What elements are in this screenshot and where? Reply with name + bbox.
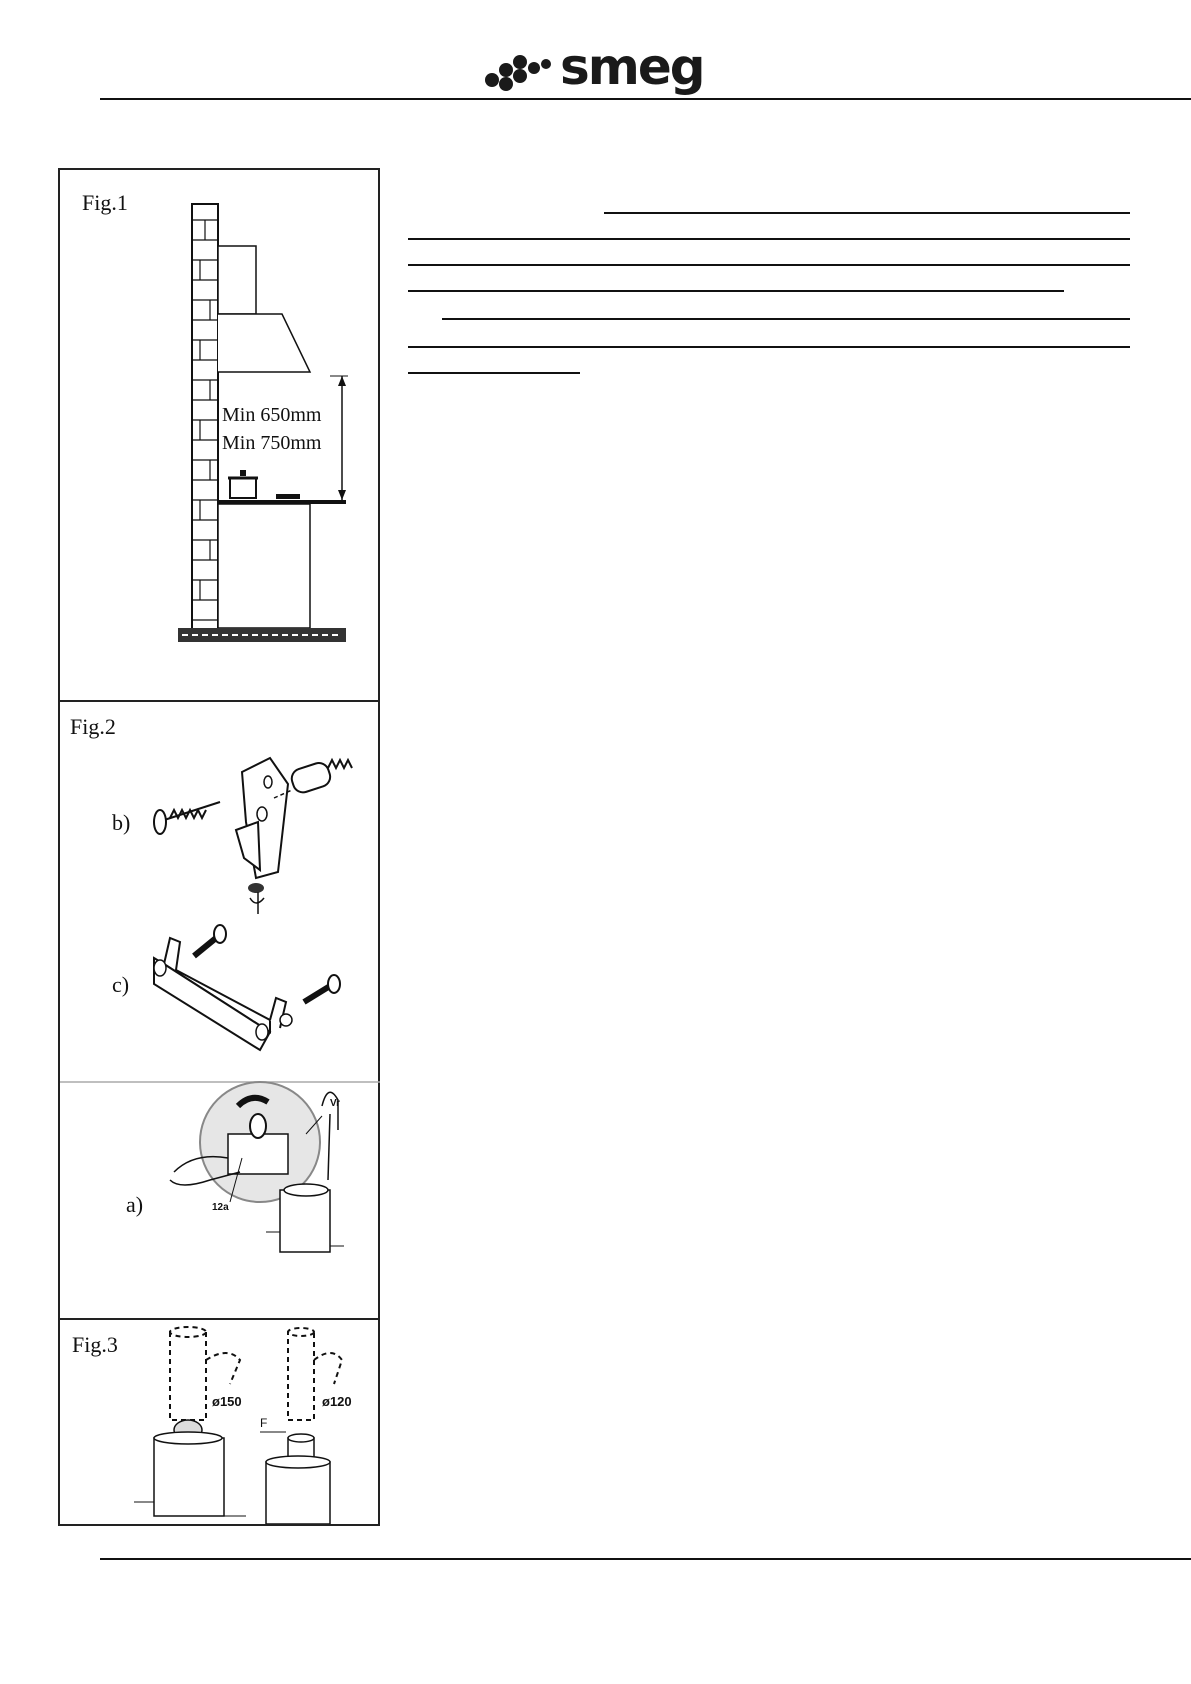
footer-rule bbox=[100, 1558, 1191, 1560]
step-b-label: b) bbox=[112, 810, 131, 835]
step-a-label: a) bbox=[126, 1192, 144, 1217]
diameter-120-label: ø120 bbox=[322, 1394, 352, 1409]
brand-wordmark: smeg bbox=[560, 38, 704, 96]
callout-12a: 12a bbox=[212, 1202, 229, 1213]
text-line bbox=[408, 290, 1064, 292]
text-line bbox=[408, 346, 1130, 348]
smeg-logo bbox=[484, 38, 704, 96]
dimension-label-750: Min 750mm bbox=[222, 432, 322, 454]
text-line bbox=[408, 238, 1130, 240]
text-line bbox=[408, 264, 1130, 266]
header-rule bbox=[100, 98, 1191, 100]
fig2-label: Fig.2 bbox=[70, 714, 116, 739]
fig3-label: Fig.3 bbox=[72, 1332, 118, 1357]
instruction-text-block bbox=[408, 206, 1134, 386]
diameter-150-label: ø150 bbox=[212, 1394, 242, 1409]
callout-f: F bbox=[260, 1416, 268, 1430]
text-line bbox=[408, 372, 580, 374]
fig2-panel bbox=[58, 700, 380, 1320]
figures-column bbox=[58, 168, 383, 1526]
bracket-assembly-diagram bbox=[60, 702, 380, 1318]
step-c-label: c) bbox=[112, 972, 130, 997]
logo-dots-icon bbox=[484, 46, 564, 96]
callout-vr: Vr bbox=[330, 1098, 341, 1109]
duct-connection-diagram bbox=[60, 1320, 380, 1524]
hood-height-diagram bbox=[60, 170, 380, 700]
text-line bbox=[442, 318, 1130, 320]
fig1-label: Fig.1 bbox=[82, 190, 128, 215]
dimension-label-650: Min 650mm bbox=[222, 404, 322, 426]
text-line bbox=[604, 212, 1130, 214]
fig3-panel bbox=[58, 1318, 380, 1526]
fig1-panel bbox=[58, 168, 380, 702]
